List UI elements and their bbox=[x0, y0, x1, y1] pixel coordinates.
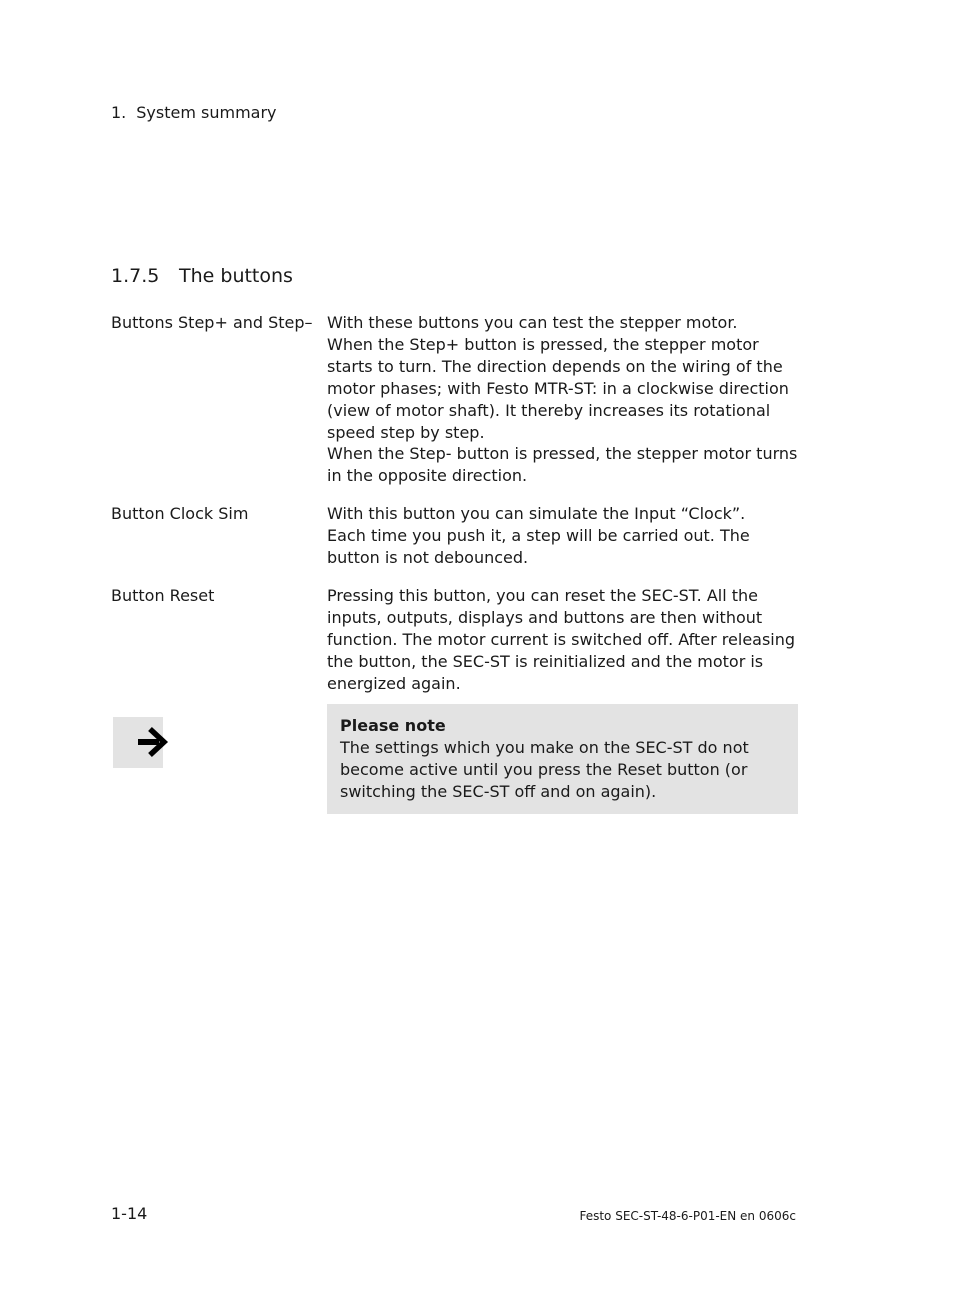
section-title: The buttons bbox=[179, 265, 293, 287]
row-label-clock-sim: Button Clock Sim bbox=[111, 504, 249, 523]
note-title: Please note bbox=[340, 716, 446, 735]
paragraph: Each time you push it, a step will be carried out. The button is not debounced. bbox=[327, 525, 750, 567]
row-label-step-buttons: Buttons Step+ and Step– bbox=[111, 313, 313, 332]
row-body-step-buttons bbox=[327, 312, 799, 487]
section-number: 1.7.5 bbox=[111, 265, 160, 287]
row-body-reset bbox=[327, 585, 799, 695]
doc-reference: Festo SEC-ST-48-6-P01-EN en 0606c bbox=[579, 1209, 796, 1223]
paragraph: When the Step- button is pressed, the stepper motor turns in the opposite direction. bbox=[327, 444, 798, 486]
paragraph: With this button you can simulate the Input “Clock”. bbox=[327, 504, 746, 523]
chapter-title: System summary bbox=[136, 103, 277, 122]
page-number: 1-14 bbox=[111, 1204, 148, 1223]
note-box bbox=[327, 704, 798, 814]
paragraph: When the Step+ button is pressed, the stepper motor starts to turn. The direction depends on the wiring of the motor phases; with Festo MTR-ST: in a clockwise direction (view of motor shaft). It thereby increases its rotational speed step by step. bbox=[327, 334, 789, 442]
row-body-clock-sim bbox=[327, 503, 799, 569]
paragraph: With these buttons you can test the stepper motor. bbox=[327, 313, 738, 332]
running-header bbox=[111, 102, 277, 124]
row-label-reset: Button Reset bbox=[111, 586, 215, 605]
paragraph: Pressing this button, you can reset the SEC-ST. All the inputs, outputs, displays and buttons are then without function. The motor current is switched off. After releasing the button, the SEC-ST is reinitialized and the motor is energized again. bbox=[327, 586, 796, 693]
chapter-number: 1. bbox=[111, 103, 127, 122]
arrow-right-icon bbox=[135, 726, 173, 758]
note-icon-box bbox=[113, 717, 163, 768]
note-text: The settings which you make on the SEC-ST do not become active until you press the Reset button (or switching the SEC-ST off and on again). bbox=[340, 738, 749, 801]
section-heading bbox=[111, 263, 293, 289]
